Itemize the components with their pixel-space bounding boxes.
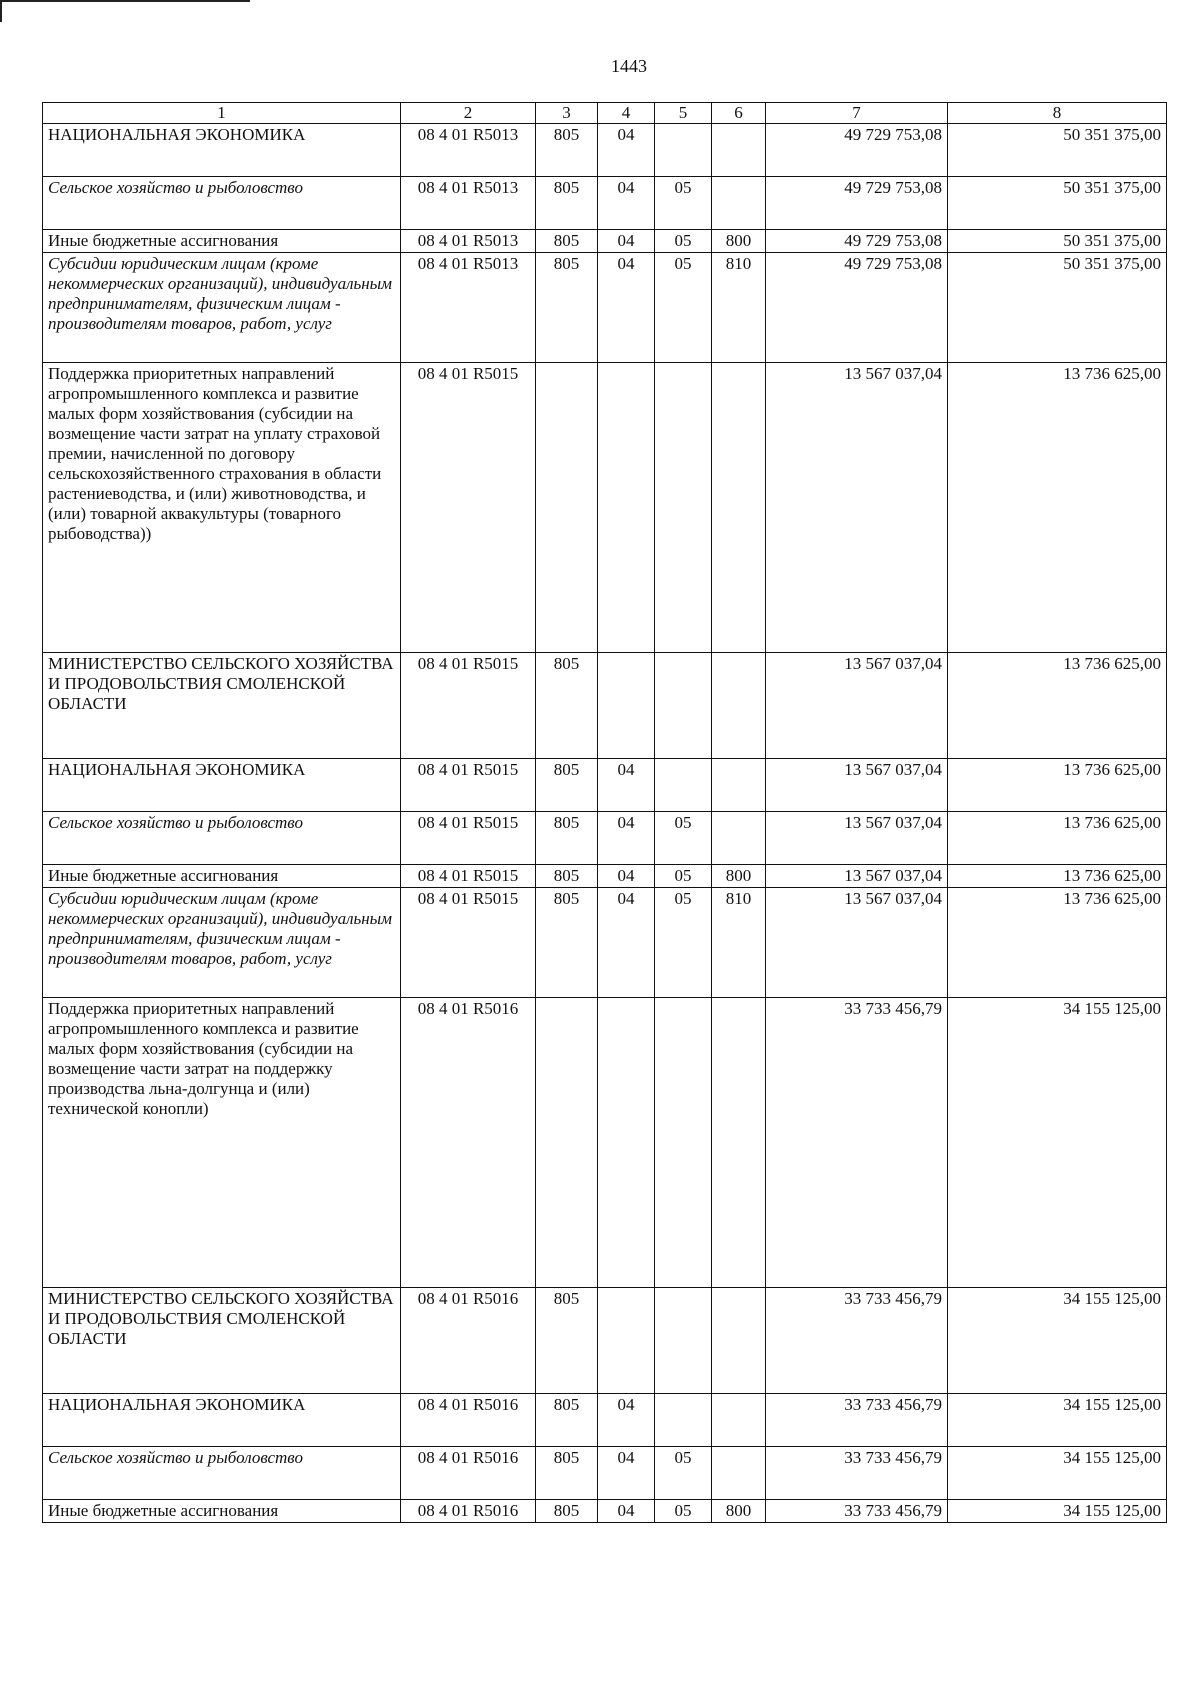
row-code-cell: 08 4 01 R5015 bbox=[401, 888, 536, 998]
row-col4-cell bbox=[598, 363, 655, 653]
row-value8-cell: 34 155 125,00 bbox=[948, 1500, 1167, 1523]
row-name-cell: Сельское хозяйство и рыболовство bbox=[43, 812, 401, 865]
row-value7-cell: 13 567 037,04 bbox=[766, 865, 948, 888]
row-value8-cell: 13 736 625,00 bbox=[948, 363, 1167, 653]
table-row bbox=[43, 998, 1167, 1288]
row-col6-cell: 800 bbox=[712, 230, 766, 253]
row-col5-cell: 05 bbox=[655, 865, 712, 888]
table-row bbox=[43, 363, 1167, 653]
row-value8-cell: 34 155 125,00 bbox=[948, 1394, 1167, 1447]
row-col3-cell: 805 bbox=[536, 124, 598, 177]
header-row bbox=[43, 103, 1167, 124]
row-name-cell: НАЦИОНАЛЬНАЯ ЭКОНОМИКА bbox=[43, 1394, 401, 1447]
scan-edge-line-top bbox=[0, 0, 250, 2]
row-col3-cell bbox=[536, 998, 598, 1288]
row-col6-cell bbox=[712, 363, 766, 653]
row-col5-cell bbox=[655, 1288, 712, 1394]
row-col6-cell bbox=[712, 1288, 766, 1394]
row-col3-cell: 805 bbox=[536, 177, 598, 230]
row-value7-cell: 33 733 456,79 bbox=[766, 998, 948, 1288]
row-code-cell: 08 4 01 R5015 bbox=[401, 812, 536, 865]
row-col4-cell bbox=[598, 653, 655, 759]
row-value8-cell: 13 736 625,00 bbox=[948, 812, 1167, 865]
row-col6-cell bbox=[712, 177, 766, 230]
row-col6-cell bbox=[712, 998, 766, 1288]
table-row bbox=[43, 230, 1167, 253]
row-col3-cell: 805 bbox=[536, 253, 598, 363]
row-col4-cell: 04 bbox=[598, 230, 655, 253]
row-col4-cell: 04 bbox=[598, 865, 655, 888]
row-col6-cell: 810 bbox=[712, 253, 766, 363]
row-code-cell: 08 4 01 R5015 bbox=[401, 865, 536, 888]
table-row bbox=[43, 812, 1167, 865]
column-header-3: 3 bbox=[536, 103, 598, 124]
table-row bbox=[43, 1500, 1167, 1523]
row-code-cell: 08 4 01 R5016 bbox=[401, 1288, 536, 1394]
row-col4-cell: 04 bbox=[598, 812, 655, 865]
row-value7-cell: 49 729 753,08 bbox=[766, 253, 948, 363]
column-header-1: 1 bbox=[43, 103, 401, 124]
row-code-cell: 08 4 01 R5013 bbox=[401, 230, 536, 253]
row-name-cell: Сельское хозяйство и рыболовство bbox=[43, 177, 401, 230]
row-code-cell: 08 4 01 R5015 bbox=[401, 759, 536, 812]
row-code-cell: 08 4 01 R5013 bbox=[401, 124, 536, 177]
row-col4-cell: 04 bbox=[598, 1447, 655, 1500]
row-name-cell: Поддержка приоритетных направлений агропромышленного комплекса и развитие малых форм хозяйствования (субсидии на возмещение части затрат на поддержку производства льна-долгунца и (или) технической конопли) bbox=[43, 998, 401, 1288]
row-value7-cell: 49 729 753,08 bbox=[766, 124, 948, 177]
row-value8-cell: 34 155 125,00 bbox=[948, 1288, 1167, 1394]
table-row bbox=[43, 1288, 1167, 1394]
row-col5-cell: 05 bbox=[655, 177, 712, 230]
row-value8-cell: 13 736 625,00 bbox=[948, 653, 1167, 759]
row-col6-cell bbox=[712, 759, 766, 812]
row-col5-cell: 05 bbox=[655, 253, 712, 363]
column-header-8: 8 bbox=[948, 103, 1167, 124]
row-code-cell: 08 4 01 R5015 bbox=[401, 653, 536, 759]
row-value8-cell: 50 351 375,00 bbox=[948, 230, 1167, 253]
row-name-cell: Субсидии юридическим лицам (кроме некоммерческих организаций), индивидуальным предпринимателям, физическим лицам - производителям товаров, работ, услуг bbox=[43, 253, 401, 363]
column-header-4: 4 bbox=[598, 103, 655, 124]
row-col6-cell: 800 bbox=[712, 865, 766, 888]
row-col5-cell bbox=[655, 124, 712, 177]
table-row bbox=[43, 653, 1167, 759]
row-col6-cell bbox=[712, 1394, 766, 1447]
row-code-cell: 08 4 01 R5016 bbox=[401, 998, 536, 1288]
row-col5-cell: 05 bbox=[655, 230, 712, 253]
row-name-cell: Поддержка приоритетных направлений агропромышленного комплекса и развитие малых форм хозяйствования (субсидии на возмещение части затрат на уплату страховой премии, начисленной по договору сельскохозяйственного страхования в области растениеводства, и (или) животноводства, и (или) товарной аквакультуры (товарного рыбоводства)) bbox=[43, 363, 401, 653]
row-col6-cell bbox=[712, 812, 766, 865]
table-row bbox=[43, 1394, 1167, 1447]
row-col5-cell bbox=[655, 653, 712, 759]
row-value8-cell: 13 736 625,00 bbox=[948, 759, 1167, 812]
row-code-cell: 08 4 01 R5013 bbox=[401, 253, 536, 363]
row-col3-cell: 805 bbox=[536, 230, 598, 253]
row-col4-cell bbox=[598, 998, 655, 1288]
row-col3-cell: 805 bbox=[536, 1394, 598, 1447]
row-col6-cell bbox=[712, 124, 766, 177]
row-col4-cell: 04 bbox=[598, 1500, 655, 1523]
row-col4-cell: 04 bbox=[598, 253, 655, 363]
row-value8-cell: 50 351 375,00 bbox=[948, 253, 1167, 363]
row-value7-cell: 49 729 753,08 bbox=[766, 230, 948, 253]
table-row bbox=[43, 1447, 1167, 1500]
row-col3-cell: 805 bbox=[536, 759, 598, 812]
row-col5-cell bbox=[655, 759, 712, 812]
row-name-cell: Иные бюджетные ассигнования bbox=[43, 230, 401, 253]
row-value8-cell: 13 736 625,00 bbox=[948, 888, 1167, 998]
row-value7-cell: 49 729 753,08 bbox=[766, 177, 948, 230]
row-col4-cell: 04 bbox=[598, 888, 655, 998]
row-col5-cell bbox=[655, 998, 712, 1288]
table-body bbox=[43, 124, 1167, 1523]
row-code-cell: 08 4 01 R5016 bbox=[401, 1447, 536, 1500]
column-header-6: 6 bbox=[712, 103, 766, 124]
row-name-cell: Сельское хозяйство и рыболовство bbox=[43, 1447, 401, 1500]
row-value8-cell: 50 351 375,00 bbox=[948, 124, 1167, 177]
table-row bbox=[43, 759, 1167, 812]
row-col3-cell bbox=[536, 363, 598, 653]
row-col5-cell: 05 bbox=[655, 812, 712, 865]
scan-edge-line-left bbox=[0, 0, 2, 22]
row-value8-cell: 34 155 125,00 bbox=[948, 998, 1167, 1288]
row-col3-cell: 805 bbox=[536, 1500, 598, 1523]
row-col5-cell bbox=[655, 1394, 712, 1447]
row-col6-cell bbox=[712, 653, 766, 759]
column-header-5: 5 bbox=[655, 103, 712, 124]
table-row bbox=[43, 124, 1167, 177]
row-col5-cell: 05 bbox=[655, 888, 712, 998]
page-number: 1443 bbox=[611, 56, 647, 76]
row-value7-cell: 13 567 037,04 bbox=[766, 653, 948, 759]
row-col6-cell: 800 bbox=[712, 1500, 766, 1523]
row-value7-cell: 13 567 037,04 bbox=[766, 812, 948, 865]
row-value7-cell: 13 567 037,04 bbox=[766, 363, 948, 653]
row-col3-cell: 805 bbox=[536, 888, 598, 998]
table-row bbox=[43, 865, 1167, 888]
row-value7-cell: 33 733 456,79 bbox=[766, 1288, 948, 1394]
row-col4-cell: 04 bbox=[598, 177, 655, 230]
row-name-cell: НАЦИОНАЛЬНАЯ ЭКОНОМИКА bbox=[43, 759, 401, 812]
table-row bbox=[43, 253, 1167, 363]
row-col4-cell: 04 bbox=[598, 759, 655, 812]
row-value8-cell: 50 351 375,00 bbox=[948, 177, 1167, 230]
row-value7-cell: 13 567 037,04 bbox=[766, 888, 948, 998]
table-row bbox=[43, 888, 1167, 998]
row-col5-cell: 05 bbox=[655, 1447, 712, 1500]
table-row bbox=[43, 177, 1167, 230]
row-value7-cell: 33 733 456,79 bbox=[766, 1500, 948, 1523]
row-col3-cell: 805 bbox=[536, 1447, 598, 1500]
row-col3-cell: 805 bbox=[536, 653, 598, 759]
row-col4-cell: 04 bbox=[598, 124, 655, 177]
row-col6-cell bbox=[712, 1447, 766, 1500]
row-name-cell: МИНИСТЕРСТВО СЕЛЬСКОГО ХОЗЯЙСТВА И ПРОДОВОЛЬСТВИЯ СМОЛЕНСКОЙ ОБЛАСТИ bbox=[43, 1288, 401, 1394]
row-code-cell: 08 4 01 R5013 bbox=[401, 177, 536, 230]
row-col4-cell: 04 bbox=[598, 1394, 655, 1447]
row-col3-cell: 805 bbox=[536, 812, 598, 865]
row-col3-cell: 805 bbox=[536, 1288, 598, 1394]
row-name-cell: НАЦИОНАЛЬНАЯ ЭКОНОМИКА bbox=[43, 124, 401, 177]
row-col5-cell bbox=[655, 363, 712, 653]
row-value8-cell: 34 155 125,00 bbox=[948, 1447, 1167, 1500]
row-col3-cell: 805 bbox=[536, 865, 598, 888]
budget-table bbox=[42, 102, 1167, 1523]
row-name-cell: Субсидии юридическим лицам (кроме некоммерческих организаций), индивидуальным предпринимателям, физическим лицам - производителям товаров, работ, услуг bbox=[43, 888, 401, 998]
column-header-2: 2 bbox=[401, 103, 536, 124]
row-code-cell: 08 4 01 R5016 bbox=[401, 1500, 536, 1523]
row-col4-cell bbox=[598, 1288, 655, 1394]
column-header-7: 7 bbox=[766, 103, 948, 124]
row-col6-cell: 810 bbox=[712, 888, 766, 998]
row-value7-cell: 13 567 037,04 bbox=[766, 759, 948, 812]
row-name-cell: Иные бюджетные ассигнования bbox=[43, 865, 401, 888]
row-code-cell: 08 4 01 R5016 bbox=[401, 1394, 536, 1447]
row-value7-cell: 33 733 456,79 bbox=[766, 1394, 948, 1447]
row-code-cell: 08 4 01 R5015 bbox=[401, 363, 536, 653]
row-value7-cell: 33 733 456,79 bbox=[766, 1447, 948, 1500]
row-col5-cell: 05 bbox=[655, 1500, 712, 1523]
row-name-cell: МИНИСТЕРСТВО СЕЛЬСКОГО ХОЗЯЙСТВА И ПРОДОВОЛЬСТВИЯ СМОЛЕНСКОЙ ОБЛАСТИ bbox=[43, 653, 401, 759]
row-name-cell: Иные бюджетные ассигнования bbox=[43, 1500, 401, 1523]
row-value8-cell: 13 736 625,00 bbox=[948, 865, 1167, 888]
